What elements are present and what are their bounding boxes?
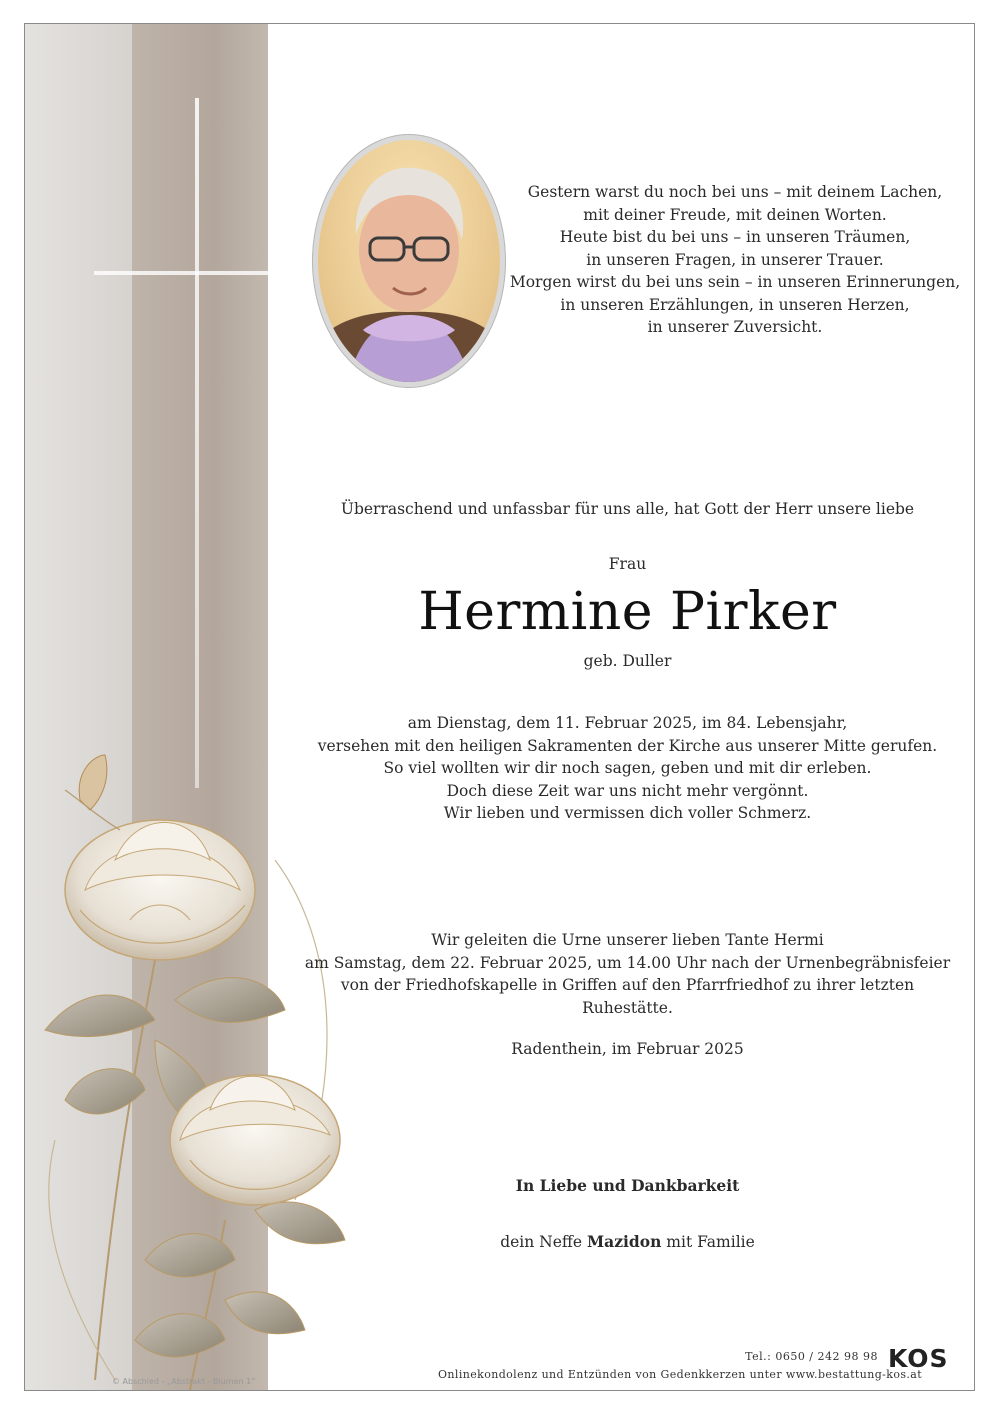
from-suffix: mit Familie (666, 1233, 755, 1251)
details-line: Doch diese Zeit war uns nicht mehr vergönnt. (446, 781, 809, 800)
details-line: versehen mit den heiligen Sakramenten der Kirche aus unserer Mitte gerufen. (317, 736, 938, 755)
details-line: am Dienstag, dem 11. Februar 2025, im 84. Lebensjahr, (407, 714, 848, 732)
poem-line: in unseren Fragen, in unserer Trauer. (586, 250, 884, 269)
mourners-line (300, 1231, 955, 1254)
poem-line: Morgen wirst du bei uns sein – in unseren Erinnerungen, (509, 273, 961, 291)
closing-line: In Liebe und Dankbarkeit (515, 1176, 740, 1195)
cross-horizontal-beam (94, 271, 306, 275)
poem-line: Heute bist du bei uns – in unseren Träumen, (559, 228, 911, 246)
deceased-name: Hermine Pirker (418, 582, 837, 642)
poem-line: in unserer Zuversicht. (647, 318, 823, 336)
funeral-line: Wir geleiten die Urne unserer lieben Tante Hermi (431, 931, 824, 949)
funeral-line: am Samstag, dem 22. Februar 2025, um 14.00 Uhr nach der Urnenbegräbnisfeier (304, 953, 951, 972)
roses-illustration (25, 740, 355, 1390)
details-line: So viel wollten wir dir noch sagen, geben und mit dir erleben. (383, 759, 872, 777)
kos-logo: KOS (888, 1344, 949, 1373)
from-name: Mazidon (587, 1232, 662, 1251)
salutation: Frau (608, 555, 647, 573)
death-details (300, 712, 955, 825)
details-line: Wir lieben und vermissen dich voller Schmerz. (443, 804, 812, 822)
funeral-line: von der Friedhofskapelle in Griffen auf den Pfarrfriedhof zu ihrer letzten Ruhestätte. (340, 976, 915, 1017)
poem-line: mit deiner Freude, mit deinen Worten. (583, 205, 887, 224)
poem (500, 181, 970, 339)
poem-line: in unseren Erzählungen, in unseren Herzen, (560, 295, 910, 314)
image-credit: © Abschied - „Abstrakt - Blumen 1“ (112, 1377, 256, 1386)
portrait-photo (318, 140, 500, 382)
portrait-illustration (318, 140, 500, 382)
poem-line: Gestern warst du noch bei uns – mit deinem Lachen, (527, 183, 943, 201)
funeral-details (300, 929, 955, 1019)
place-date: Radenthein, im Februar 2025 (511, 1040, 744, 1058)
maiden-name: geb. Duller (583, 652, 672, 670)
intro-text: Überraschend und unfassbar für uns alle, hat Gott der Herr unsere liebe (340, 500, 915, 518)
footer-condolence-link[interactable]: Onlinekondolenz und Entzünden von Gedenkkerzen unter www.bestattung-kos.at (438, 1368, 923, 1381)
footer-phone: Tel.: 0650 / 242 98 98 (745, 1350, 878, 1363)
cross-vertical-beam (195, 98, 199, 788)
from-prefix: dein Neffe (500, 1233, 583, 1251)
